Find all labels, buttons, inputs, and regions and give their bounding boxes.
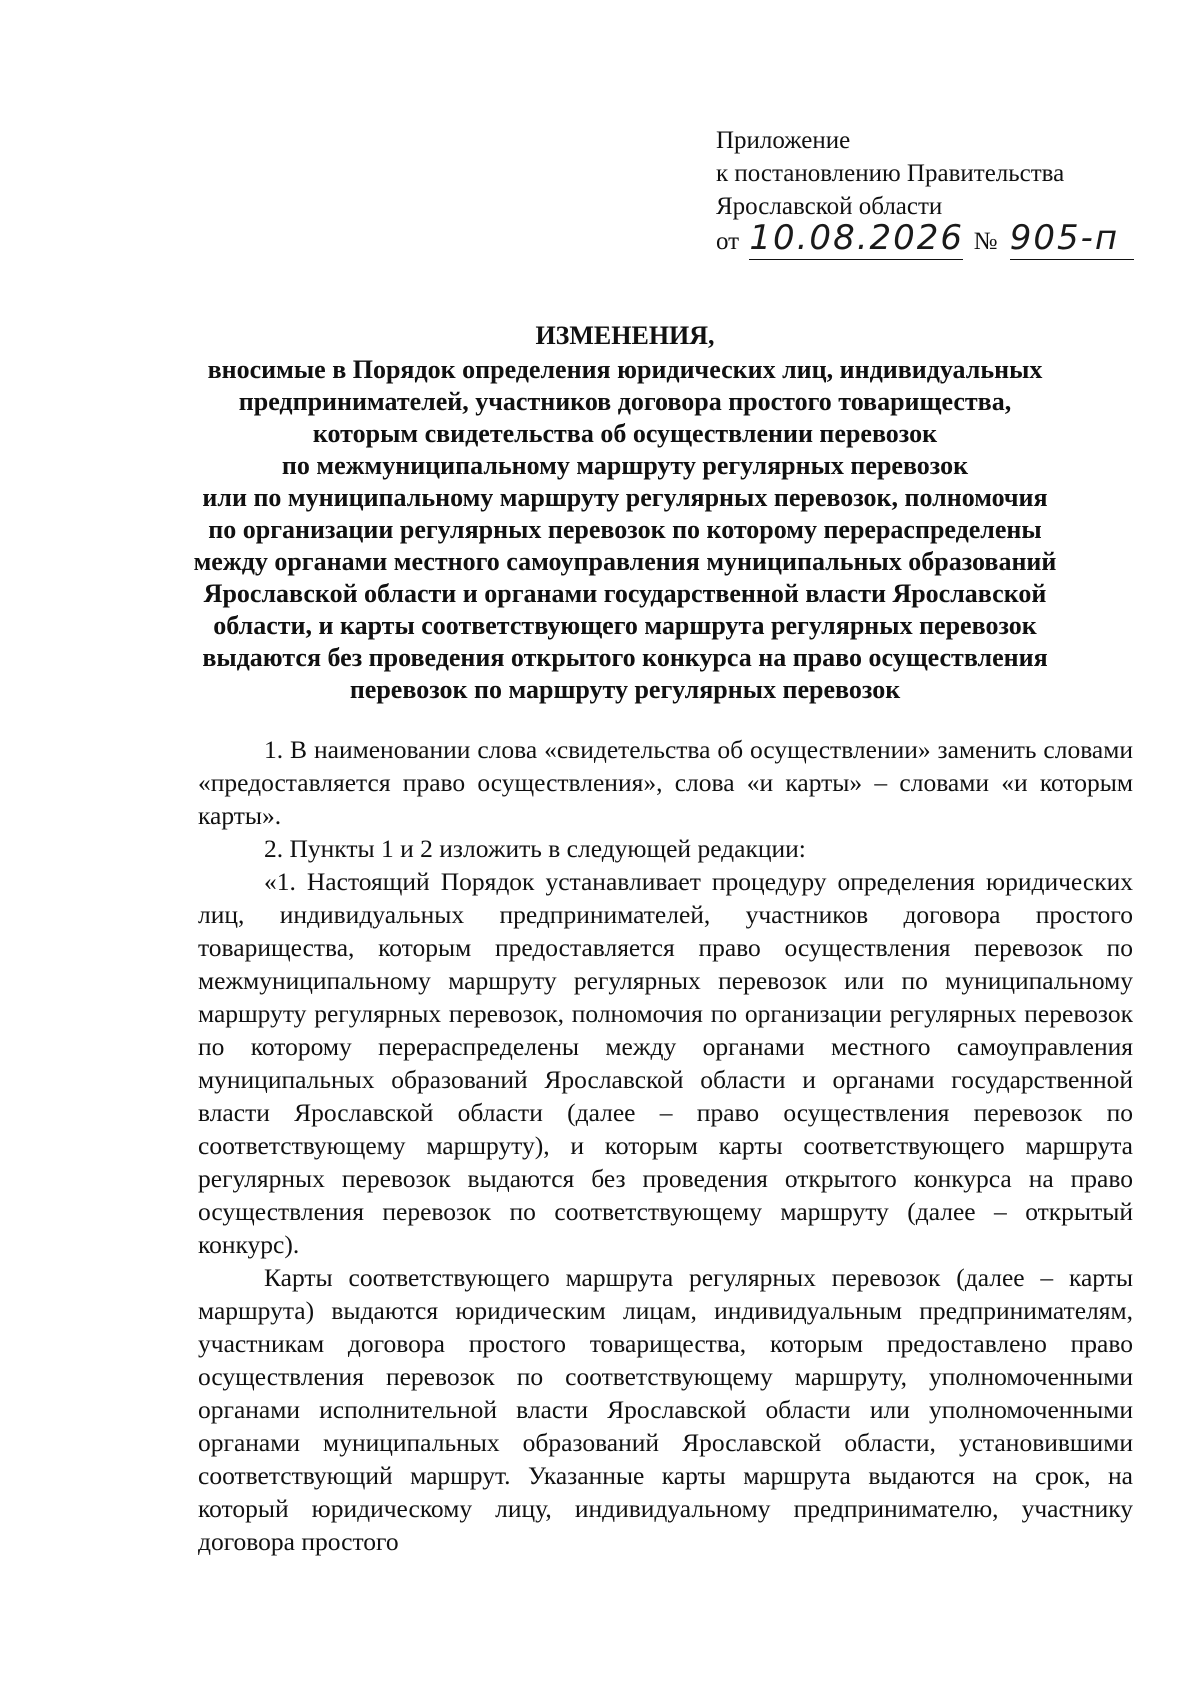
paragraph-route-cards: Карты соответствующего маршрута регулярных перевозок (далее – карты маршрута) выдаются юридическим лицам, индивидуальным предпринимателям, участникам договора простого товарищества, которым предоставлено право осуществления перевозок по соответствующему маршруту, уполномоченными органами исполнительной власти Ярославской области или уполномоченными органами муниципальных образований Ярославской области, установившими соответствующий маршрут. Указанные карты маршрута выдаются на срок, на который юридическому лицу, индивидуальному предпринимателю, участнику договора простого <box>198 1263 1133 1556</box>
title-heading: ИЗМЕНЕНИЯ, <box>535 321 715 350</box>
title-line: по организации регулярных перевозок по которому перераспределены <box>208 515 1042 544</box>
paragraph-quoted-1: «1. Настоящий Порядок устанавливает процедуру определения юридических лиц, индивидуальных предпринимателей, участников договора простого товарищества, которым предоставляется право осуществления перевозок по межмуниципальному маршруту регулярных перевозок или по муниципальному маршруту регулярных перевозок, полномочия по организации регулярных перевозок по которому перераспределены между органами местного самоуправления муниципальных образований Ярославской области и органами государственной власти Ярославской области (далее – право осуществления перевозок по соответствующему маршруту), и которым карты соответствующего маршрута регулярных перевозок выдаются без проведения открытого конкурса на право осуществления перевозок по соответствующему маршруту (далее – открытый конкурс). <box>198 867 1133 1259</box>
title-line: выдаются без проведения открытого конкурса на право осуществления <box>202 643 1048 672</box>
number-label: № <box>973 228 998 255</box>
appendix-region: Ярославской области <box>716 193 943 220</box>
handwritten-number-field <box>1009 218 1134 260</box>
appendix-resolution: к постановлению Правительства <box>716 160 1065 187</box>
handwritten-date: 10.08.2026 <box>749 218 965 258</box>
appendix-block <box>716 124 1156 260</box>
appendix-label: Приложение <box>716 127 851 154</box>
title-line: Ярославской области и органами государственной власти Ярославской <box>203 579 1047 608</box>
title-line: вносимые в Порядок определения юридических лиц, индивидуальных <box>207 355 1043 384</box>
title-line: между органами местного самоуправления муниципальных образований <box>193 547 1057 576</box>
paragraph-item-2: 2. Пункты 1 и 2 изложить в следующей редакции: <box>264 834 806 863</box>
title-line: или по муниципальному маршруту регулярных перевозок, полномочия <box>202 483 1048 512</box>
title-line: которым свидетельства об осуществлении перевозок <box>312 419 938 448</box>
title-line: по межмуниципальному маршруту регулярных перевозок <box>281 451 969 480</box>
document-title <box>190 320 1060 706</box>
title-line: области, и карты соответствующего маршрута регулярных перевозок <box>213 611 1037 640</box>
from-label: от <box>716 228 740 255</box>
handwritten-date-field <box>749 218 965 260</box>
handwritten-number: 905-п <box>1009 218 1120 258</box>
title-line: перевозок по маршруту регулярных перевозок <box>349 675 901 704</box>
appendix-date-number-line <box>716 218 1156 260</box>
title-line: предпринимателей, участников договора простого товарищества, <box>238 387 1012 416</box>
paragraph-item-1: 1. В наименовании слова «свидетельства об осуществлении» заменить словами «предоставляется право осуществления», слова «и карты» – словами «и которым карты». <box>198 735 1133 830</box>
document-body <box>198 733 1133 1558</box>
